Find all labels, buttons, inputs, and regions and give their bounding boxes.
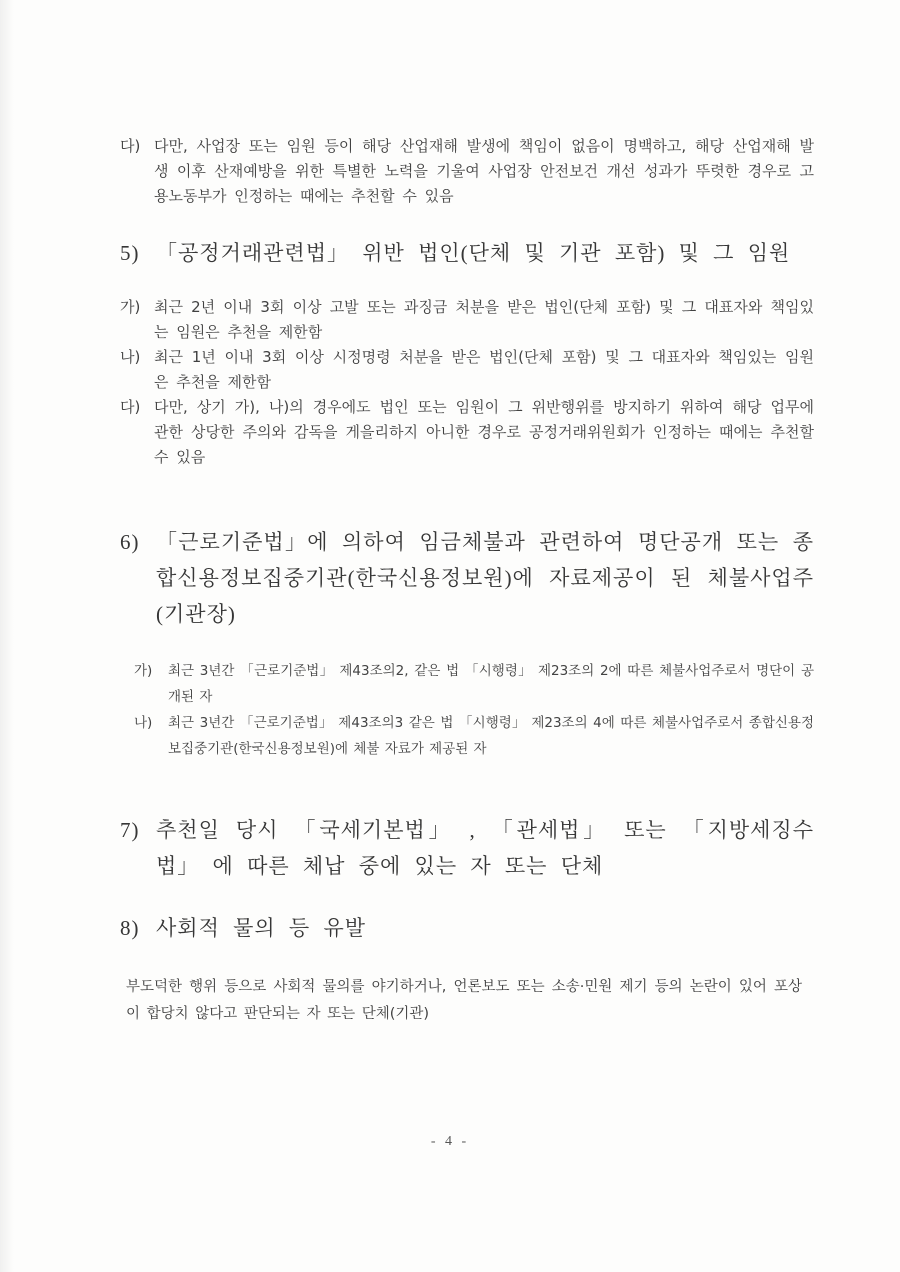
list-item	[134, 658, 814, 710]
list-item	[120, 134, 814, 209]
section-6-items	[134, 658, 814, 762]
list-item	[120, 345, 814, 395]
section-heading-5	[120, 235, 814, 271]
section-5-items	[120, 295, 814, 470]
page-number: - 4 -	[430, 1134, 470, 1149]
section-heading-7	[120, 812, 814, 884]
list-item-text: 최근 3년간 「근로기준법」 제43조의3 같은 법 「시행령」 제23조의 4에 따른 체불사업주로서 종합신용정보집중기관(한국신용정보원)에 체불 자료가 제공된 자	[168, 715, 814, 757]
section-title: 사회적 물의 등 유발	[156, 916, 367, 940]
list-item	[120, 295, 814, 345]
section-title: 「공정거래관련법」 위반 법인(단체 및 기관 포함) 및 그 임원	[156, 241, 791, 265]
list-item-label: 가)	[120, 298, 141, 316]
section-8-body: 부도덕한 행위 등으로 사회적 물의를 야기하거나, 언론보도 또는 소송·민원 제기 등의 논란이 있어 포상이 합당치 않다고 판단되는 자 또는 단체(기관)	[126, 979, 802, 1022]
list-item-label: 가)	[134, 663, 153, 679]
section-heading-6	[120, 524, 814, 632]
list-item-text: 최근 2년 이내 3회 이상 고발 또는 과징금 처분을 받은 법인(단체 포함) 및 그 대표자와 책임있는 임원은 추천을 제한함	[154, 298, 814, 341]
list-item-label: 나)	[120, 348, 141, 366]
section-number: 6)	[120, 530, 140, 554]
page-content	[120, 134, 814, 1028]
list-item-text: 최근 3년간 「근로기준법」 제43조의2, 같은 법 「시행령」 제23조의 2에 따른 체불사업주로서 명단이 공개된 자	[168, 663, 814, 705]
section-title: 추천일 당시 「국세기본법」 , 「관세법」 또는 「지방세징수법」 에 따른 체납 중에 있는 자 또는 단체	[156, 818, 814, 878]
section-title: 「근로기준법」에 의하여 임금체불과 관련하여 명단공개 또는 종합신용정보집중기관(한국신용정보원)에 자료제공이 된 체불사업주(기관장)	[156, 530, 814, 626]
section-heading-8	[120, 910, 814, 946]
list-item-label: 나)	[134, 715, 153, 731]
list-item-label: 다)	[120, 398, 141, 416]
section-number: 8)	[120, 916, 140, 940]
list-item-label: 다)	[120, 137, 141, 155]
list-item	[134, 710, 814, 762]
section-number: 5)	[120, 241, 140, 265]
list-item-text: 다만, 상기 가), 나)의 경우에도 법인 또는 임원이 그 위반행위를 방지하기 위하여 해당 업무에 관한 상당한 주의와 감독을 게을리하지 아니한 경우로 공정거래위원회가 인정하는 때에는 추천할 수 있음	[154, 398, 814, 466]
list-item-text: 최근 1년 이내 3회 이상 시정명령 처분을 받은 법인(단체 포함) 및 그 대표자와 책임있는 임원은 추천을 제한함	[154, 348, 814, 391]
list-item	[120, 395, 814, 470]
list-item-text: 다만, 사업장 또는 임원 등이 해당 산업재해 발생에 책임이 없음이 명백하고, 해당 산업재해 발생 이후 산재예방을 위한 특별한 노력을 기울여 사업장 안전보건 개선 성과가 뚜렷한 경우로 고용노동부가 인정하는 때에는 추천할 수 있음	[154, 137, 814, 205]
section-number: 7)	[120, 818, 140, 842]
